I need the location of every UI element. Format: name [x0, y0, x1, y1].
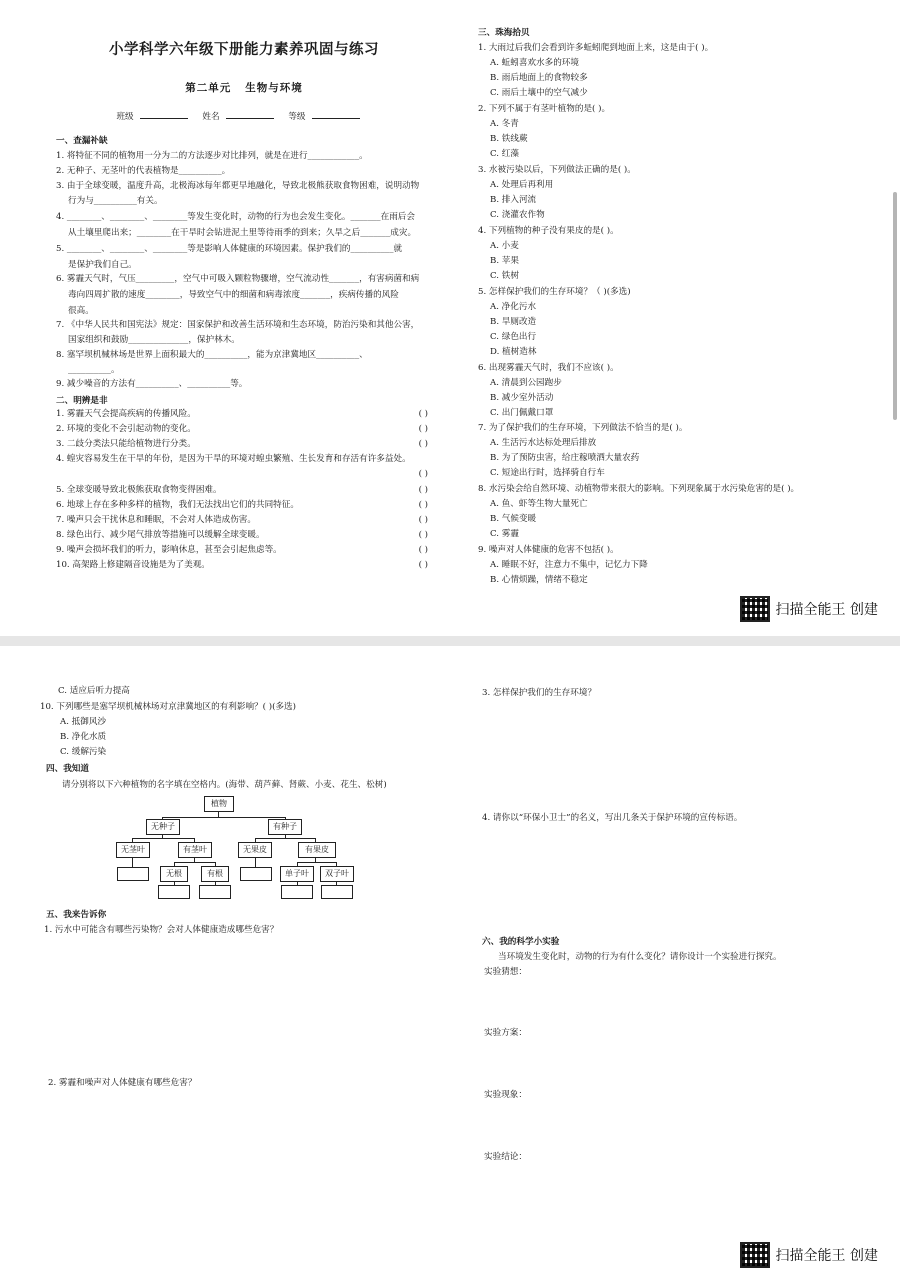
- mc-question-stem: 1. 大雨过后我们会看到许多蚯蚓爬到地面上来，这是由于( )。: [478, 43, 714, 53]
- mc-option: A. 清晨到公园跑步: [490, 378, 562, 388]
- section-2-title: 二、明辨是非: [56, 396, 108, 406]
- mc-option: C. 红藻: [490, 149, 519, 159]
- mc-question-stem: 10. 下列哪些是塞罕坝机械林场对京津冀地区的有利影响？( )(多选): [40, 702, 296, 712]
- short-answer-question: 3. 怎样保护我们的生存环境？: [482, 688, 597, 698]
- tree-node: 无根: [160, 866, 188, 882]
- sec1-line: 从土壤里爬出来；________在干旱时会钻进泥土里等待雨季的到来；久旱之后_______成灾。: [68, 228, 417, 238]
- tree-node: 双子叶: [320, 866, 354, 882]
- judge-item: 1. 雾霾天气会提高疾病的传播风险。 ( ): [56, 407, 432, 422]
- sec1-line: 6. 雾霾天气时，气压_________，空气中可吸入颗粒物骤增，空气流动性_______，有害病菌和病: [56, 274, 420, 284]
- mc-option: B. 雨后地面上的食物较多: [490, 73, 588, 83]
- student-info-line: [56, 110, 432, 122]
- mc-question-stem: 3. 水被污染以后，下列做法正确的是( )。: [478, 165, 636, 175]
- judge-item: 5. 全球变暖导致北极熊获取食物变得困难。 ( ): [56, 483, 432, 498]
- section-4-title: 四、我知道: [46, 764, 89, 774]
- sec1-line: 4. ________、________、________等发生变化时，动物的行为也会发生变化。_______在雨后会: [56, 212, 415, 222]
- answer-box[interactable]: [281, 885, 313, 899]
- mc-question-stem: 8. 水污染会给自然环境、动植物带来很大的影响。下列现象属于水污染危害的是( )。: [478, 484, 800, 494]
- experiment-plan-label: 实验方案：: [484, 1028, 527, 1038]
- document-title: 小学科学六年级下册能力素养巩固与练习: [109, 41, 379, 58]
- answer-paren: ( ): [418, 500, 428, 510]
- name-blank: [226, 118, 274, 119]
- mc-option: C. 雨后土壤中的空气减少: [490, 88, 588, 98]
- mc-option: C. 出门佩戴口罩: [490, 408, 554, 418]
- section-3-title: 三、珠海拾贝: [478, 28, 530, 38]
- scanner-watermark: [740, 1242, 878, 1268]
- mc-option: A. 抵御风沙: [60, 717, 107, 727]
- answer-paren: ( ): [418, 439, 428, 449]
- sec1-line: 2. 无种子、无茎叶的代表植物是__________。: [56, 166, 231, 176]
- tree-node: 无果皮: [238, 842, 272, 858]
- judge-item: 7. 噪声只会干扰休息和睡眠，不会对人体造成伤害。 ( ): [56, 513, 432, 528]
- answer-paren: ( ): [418, 424, 428, 434]
- worksheet-page-2: [0, 646, 900, 1280]
- worksheet-page-1: [0, 0, 900, 636]
- mc-option: B. 减少室外活动: [490, 393, 554, 403]
- mc-option: C. 浇灌农作物: [490, 210, 545, 220]
- short-answer-question: 2. 雾霾和噪声对人体健康有哪些危害？: [48, 1078, 197, 1088]
- grade-label: 等级: [288, 112, 306, 122]
- mc-option: C. 雾霾: [490, 529, 519, 539]
- mc-option: C. 适应后听力提高: [58, 686, 130, 696]
- tree-node: 有种子: [268, 819, 302, 835]
- sec1-line: 行为与__________有关。: [68, 196, 163, 206]
- tree-node: 有果皮: [298, 842, 336, 858]
- tree-node-root: 植物: [204, 796, 234, 812]
- section-6-title: 六、我的科学小实验: [482, 937, 560, 947]
- mc-option: D. 植树造林: [490, 347, 537, 357]
- experiment-guess-label: 实验猜想：: [484, 967, 527, 977]
- class-blank: [140, 118, 188, 119]
- answer-paren: ( ): [418, 485, 428, 495]
- tree-node: 有根: [201, 866, 229, 882]
- answer-box[interactable]: [240, 867, 272, 881]
- mc-option: A. 小麦: [490, 241, 519, 251]
- scanner-label: 扫描全能王 创建: [775, 602, 878, 618]
- mc-option: B. 苹果: [490, 256, 519, 266]
- grade-blank: [312, 118, 360, 119]
- mc-option: B. 铁线蕨: [490, 134, 528, 144]
- sec1-line: 8. 塞罕坝机械林场是世界上面积最大的__________，能为京津冀地区__________、: [56, 350, 368, 360]
- mc-option: B. 心情烦躁，情绪不稳定: [490, 575, 588, 585]
- mc-option: C. 短途出行时，选择骑自行车: [490, 468, 605, 478]
- answer-box[interactable]: [199, 885, 231, 899]
- judge-item: 10. 高架路上修建隔音设施是为了美观。 ( ): [56, 558, 432, 573]
- sec1-line: 国家组织和鼓励______________，保护林木。: [68, 335, 240, 345]
- sec1-line: 5. ________、________、________等是影响人体健康的环境因素。保护我们的__________就: [56, 244, 403, 254]
- experiment-conclusion-label: 实验结论：: [484, 1152, 527, 1162]
- class-label: 班级: [116, 112, 134, 122]
- mc-question-stem: 7. 为了保护我们的生存环境，下列做法不恰当的是( )。: [478, 423, 688, 433]
- mc-question-stem: 6. 出现雾霾天气时，我们不应该( )。: [478, 363, 619, 373]
- unit-title: [56, 80, 432, 95]
- mc-question-stem: 5. 怎样保护我们的生存环境？（ )(多选): [478, 287, 631, 297]
- sec1-line: 3. 由于全球变暖，温度升高，北极海冰每年都更早地融化，导致北极熊获取食物困难，说明动物: [56, 181, 420, 191]
- mc-option: A. 睡眠不好，注意力不集中，记忆力下降: [490, 560, 648, 570]
- qr-code-icon: [740, 596, 770, 622]
- mc-option: C. 铁树: [490, 271, 519, 281]
- short-answer-question: 1. 污水中可能含有哪些污染物？会对人体健康造成哪些危害？: [44, 925, 279, 935]
- mc-question-stem: 9. 噪声对人体健康的危害不包括( )。: [478, 545, 619, 555]
- answer-paren: ( ): [418, 409, 428, 419]
- scanner-watermark: [740, 596, 878, 622]
- unit-number: 第二单元: [185, 82, 232, 94]
- page-separator: [0, 636, 900, 646]
- tree-node: 有茎叶: [178, 842, 212, 858]
- mc-option: A. 蚯蚓喜欢水多的环境: [490, 58, 580, 68]
- mc-option: B. 为了预防虫害，给庄稼喷洒大量农药: [490, 453, 640, 463]
- judge-item: 6. 地球上存在多种多样的植物，我们无法找出它们的共同特征。 ( ): [56, 498, 432, 513]
- mc-option: B. 净化水质: [60, 732, 107, 742]
- scanner-label: 扫描全能王 创建: [775, 1248, 878, 1264]
- sec1-line: 1. 将特征不同的植物用一分为二的方法逐步对比排列，就是在进行____________。: [56, 151, 368, 161]
- mc-option: A. 净化污水: [490, 302, 537, 312]
- answer-paren: ( ): [418, 469, 428, 479]
- mc-question-stem: 4. 下列植物的种子没有果皮的是( )。: [478, 226, 619, 236]
- answer-box[interactable]: [158, 885, 190, 899]
- mc-option: A. 冬青: [490, 119, 519, 129]
- mc-option: B. 排入河流: [490, 195, 537, 205]
- mc-option: C. 缓解污染: [60, 747, 107, 757]
- mc-option: B. 气候变暖: [490, 514, 537, 524]
- judge-item: 8. 绿色出行、减少尾气排放等措施可以缓解全球变暖。 ( ): [56, 528, 432, 543]
- judge-item: 9. 噪声会损坏我们的听力，影响休息，甚至会引起焦虑等。 ( ): [56, 543, 432, 558]
- unit-topic: 生物与环境: [245, 82, 303, 94]
- sec1-line: 7. 《中华人民共和国宪法》规定：国家保护和改善生活环境和生态环境，防治污染和其他公害，: [56, 320, 420, 330]
- name-label: 姓名: [202, 112, 220, 122]
- section-5-title: 五、我来告诉你: [46, 910, 107, 920]
- judge-item: 2. 环境的变化不会引起动物的变化。 ( ): [56, 422, 432, 437]
- sec1-line: 是保护我们自己。: [68, 260, 137, 270]
- sec4-instruction: 请分别将以下六种植物的名字填在空格内。(海带、葫芦藓、肾蕨、小麦、花生、松树): [62, 780, 387, 790]
- classification-tree: [40, 646, 440, 906]
- mc-option: B. 旱厕改造: [490, 317, 537, 327]
- answer-paren: ( ): [418, 515, 428, 525]
- sec1-line: 很高。: [68, 306, 94, 316]
- tree-node: 单子叶: [280, 866, 314, 882]
- qr-code-icon: [740, 1242, 770, 1268]
- mc-question-stem: 2. 下列不属于有茎叶植物的是( )。: [478, 104, 611, 114]
- answer-paren: ( ): [418, 545, 428, 555]
- tree-node: 无种子: [146, 819, 180, 835]
- experiment-phenomenon-label: 实验现象：: [484, 1090, 527, 1100]
- sec1-line: 毒向四周扩散的速度________，导致空气中的细菌和病毒浓度_______，疾病传播的风险: [68, 290, 399, 300]
- mc-option: A. 处理后再利用: [490, 180, 554, 190]
- tree-node: 无茎叶: [116, 842, 150, 858]
- scrollbar-thumb[interactable]: [893, 192, 897, 420]
- answer-paren: ( ): [418, 530, 428, 540]
- judge-item: 4. 蝗灾容易发生在干旱的年份，是因为干旱的环境对蝗虫繁殖、生长发育和存活有许多益处。: [56, 454, 411, 464]
- short-answer-question: 4. 请你以“环保小卫士”的名义，写出几条关于保护环境的宣传标语。: [482, 813, 743, 823]
- mc-option: C. 绿色出行: [490, 332, 537, 342]
- answer-box[interactable]: [117, 867, 149, 881]
- answer-paren: ( ): [418, 560, 428, 570]
- mc-option: A. 鱼、虾等生物大量死亡: [490, 499, 588, 509]
- judge-item: 3. 二歧分类法只能给植物进行分类。 ( ): [56, 437, 432, 452]
- sec1-line: 9. 减少噪音的方法有__________、__________等。: [56, 379, 248, 389]
- section-1-title: 一、查漏补缺: [56, 136, 108, 146]
- experiment-intro: 当环境发生变化时，动物的行为有什么变化？请你设计一个实验进行探究。: [498, 952, 782, 962]
- answer-box[interactable]: [321, 885, 353, 899]
- mc-option: A. 生活污水达标处理后排放: [490, 438, 597, 448]
- sec1-line: __________。: [68, 365, 120, 375]
